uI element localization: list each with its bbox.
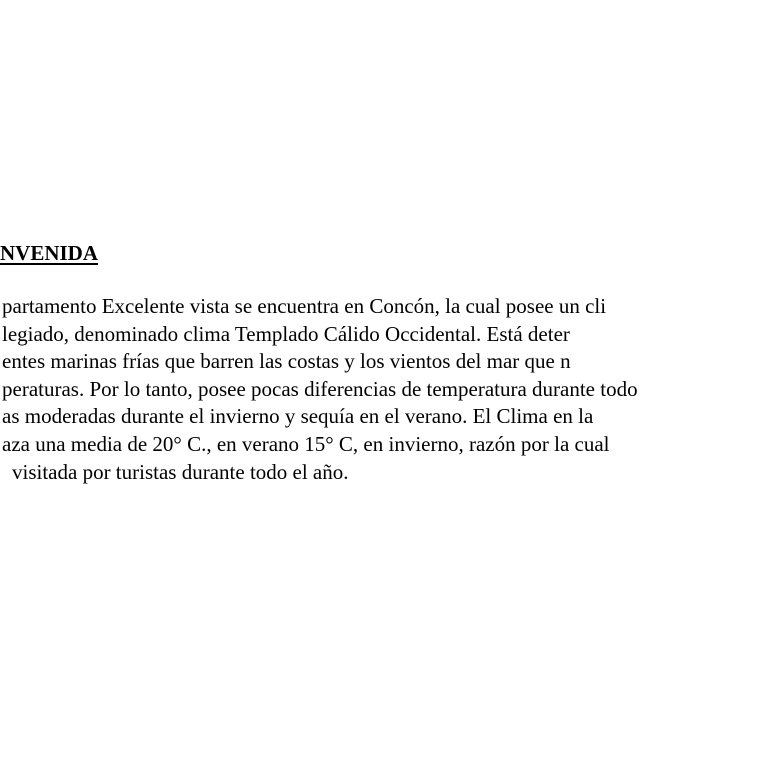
section-heading: NVENIDA	[0, 241, 99, 265]
paragraph-line: aza una media de 20° C., en verano 15° C, en invierno, razón por la cual	[2, 431, 610, 456]
paragraph-line: partamento Excelente vista se encuentra en Concón, la cual posee un cli	[2, 294, 607, 318]
paragraph-line: visitada por turistas durante todo el año.	[12, 459, 349, 484]
paragraph-line: entes marinas frías que barren las costas y los vientos del mar que n	[2, 349, 571, 374]
paragraph-line: legiado, denominado clima Templado Cálido Occidental. Está deter	[2, 321, 570, 346]
paragraph-line: as moderadas durante el invierno y sequía en el verano. El Clima en la	[2, 404, 594, 429]
body-paragraph	[0, 293, 768, 486]
paragraph-line: peraturas. Por lo tanto, posee pocas diferencias de temperatura durante todo	[2, 376, 638, 401]
